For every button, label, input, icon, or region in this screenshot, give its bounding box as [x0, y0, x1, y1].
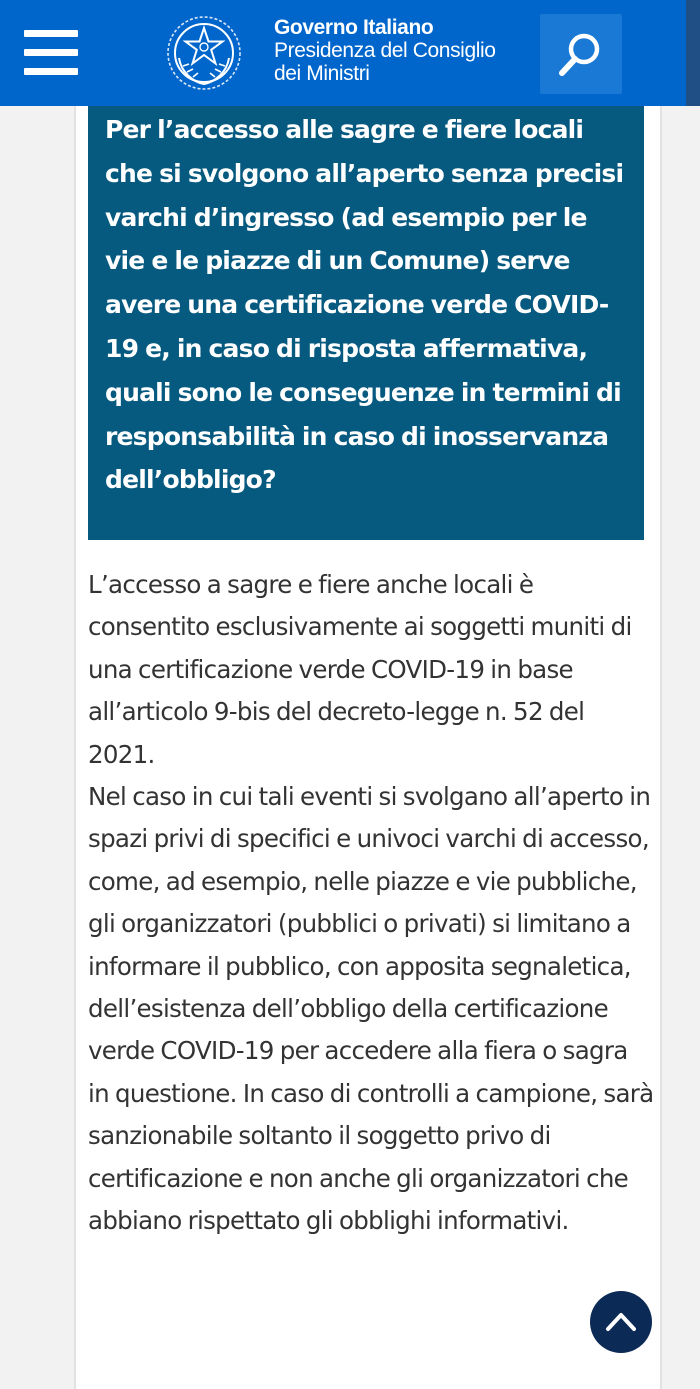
- hamburger-menu-icon[interactable]: [24, 30, 78, 76]
- search-icon: [558, 30, 604, 78]
- brand-subtitle-line-1: Presidenza del Consiglio: [274, 39, 496, 62]
- italian-republic-emblem-icon[interactable]: [165, 14, 243, 92]
- site-header: [0, 0, 700, 106]
- chevron-up-icon: [605, 1308, 637, 1334]
- header-edge: [686, 0, 700, 106]
- faq-answer-paragraph: L’accesso a sagre e fiere anche locali è consentito esclusivamente ai soggetti muniti di una certificazione verde COVID-19 in base all’articolo 9-bis del decreto-legge n. 52 del 2021.: [88, 570, 632, 769]
- brand-subtitle-line-2: dei Ministri: [274, 62, 370, 85]
- brand-title: Governo Italiano: [274, 16, 434, 39]
- faq-card: [74, 106, 662, 1389]
- faq-question: Per l’accesso alle sagre e fiere locali che si svolgono all’aperto senza precisi varchi d’ingresso (ad esempio per le vie e le piazze di un Comune) serve avere una certificazione verde COVID-19 e, in caso di risposta affermativa, quali sono le conseguenze in termini di responsabilità in caso di inosservanza dell’obbligo?: [105, 115, 624, 495]
- search-button[interactable]: [540, 14, 622, 94]
- brand-text[interactable]: [274, 16, 496, 85]
- faq-answer-paragraph: Nel caso in cui tali eventi si svolgano all’aperto in spazi privi di specifici e univoci varchi di accesso, come, ad esempio, nelle piazze e vie pubbliche, gli organizzatori (pubblici o privati) si limitano a informare il pubblico, con apposita segnaletica, dell’esistenza dell’obbligo della certificazione verde COVID-19 per accedere alla fiera o sagra in questione. In caso di controlli a campione, sarà sanzionabile soltanto il soggetto privo di certificazione e non anche gli organizzatori che abbiano rispettato gli obblighi informativi.: [88, 782, 654, 1236]
- back-to-top-button[interactable]: [590, 1291, 652, 1353]
- faq-answer: [88, 564, 654, 1243]
- faq-question-box: [88, 106, 644, 540]
